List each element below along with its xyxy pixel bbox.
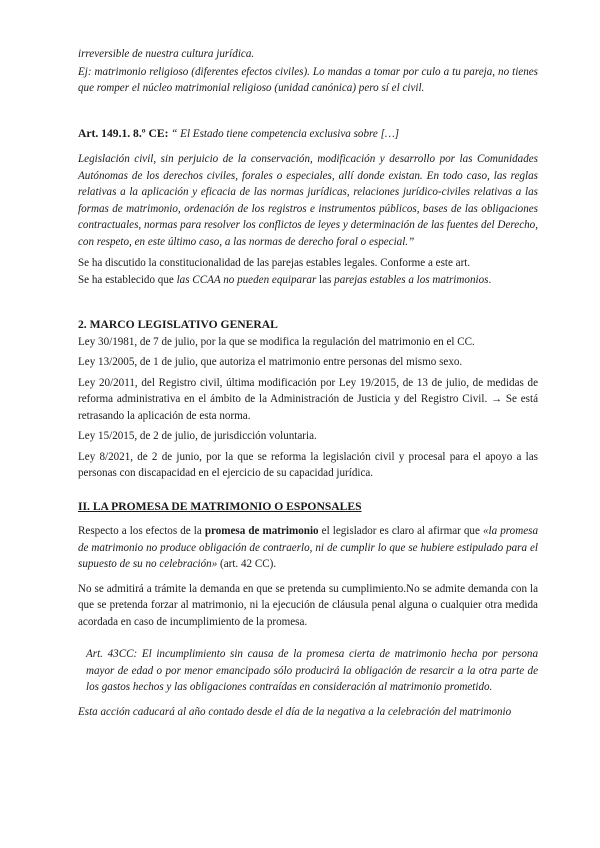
art149-label: Art. 149.1. 8.º CE: (78, 126, 169, 140)
note2-part-a: Se ha establecido que (78, 273, 177, 286)
note2-part-e: . (488, 273, 492, 286)
marco-heading: 2. MARCO LEGISLATIVO GENERAL (78, 318, 278, 331)
promesa-paragraph-2: No se admitirá a trámite la demanda en que se pretenda su cumplimiento.No se admite demanda con la que se pretenda forzar al matrimonio, ni la ejecución de cláusula penal alguna o cualquier otra medida acordada en caso de incumplimiento de la promesa. (78, 582, 538, 628)
caducidad-paragraph: Esta acción caducará al año contado desde el día de la negativa a la celebración del matrimonio (78, 705, 512, 718)
p1-part-e: (art. 42 CC). (217, 558, 277, 570)
p1-part-d: «la promesa de matrimonio no produce obligación de contraerlo, ni de cumplir lo que se hubiere estipulado para el supuesto de su no celebración» (78, 525, 539, 570)
note2-part-b: las CCAA no pueden equiparar (176, 273, 317, 286)
art149-quote: Legislación civil, sin perjuicio de la conservación, modificación y desarrollo por las Comunidades Autónomas de los derechos civiles, forales o especiales, allí donde existan. En todo caso, las reglas relativas a la aplicación y eficacia de las normas jurídicas, relaciones jurídico-civiles relativas a las formas de matrimonio, ordenación de los registros e instrumentos públicos, bases de las obligaciones contractuales, normas para resolver los conflictos de leyes y determinación de las fuentes del Derecho, con respeto, en este último caso, a las normas de derecho foral o especial.” (78, 153, 538, 248)
law-item: Ley 30/1981, de 7 de julio, por la que se modifica la regulación del matrimonio en el CC. (78, 335, 475, 348)
intro-example: Ej: matrimonio religioso (diferentes efectos civiles). Lo mandas a tomar por culo a tu pareja, no tienes que romper el núcleo matrimonial religioso (unidad canónica) pero sí el civil. (78, 65, 538, 94)
art149-note-1: Se ha discutido la constitucionalidad de las parejas estables legales. Conforme a este art. (78, 257, 471, 269)
promesa-heading: II. LA PROMESA DE MATRIMONIO O ESPONSALES (78, 499, 362, 513)
p1-part-a: Respecto a los efectos de la (78, 525, 205, 537)
law-item: Ley 8/2021, de 2 de junio, por la que se reforma la legislación civil y procesal para el apoyo a las personas con discapacidad en el ejercicio de su capacidad jurídica. (78, 450, 538, 479)
note2-part-c: las (316, 273, 335, 286)
intro-line: irreversible de nuestra cultura jurídica. (78, 48, 255, 60)
art149-heading (78, 126, 538, 143)
law-item: Ley 20/2011, del Registro civil, última modificación por Ley 19/2015, de 13 de julio, de medidas de reforma administrativa en el ámbito de la Administración de Justicia y del Registro Civil. → Se está retrasando la aplicación de esta norma. (78, 376, 538, 422)
p1-part-b: promesa de matrimonio (204, 525, 319, 537)
law-item: Ley 13/2005, de 1 de julio, que autoriza el matrimonio entre personas del mismo sexo. (78, 356, 463, 368)
document-page (78, 46, 538, 720)
law-item: Ley 15/2015, de 2 de julio, de jurisdicción voluntaria. (78, 430, 317, 442)
art43-quote: Art. 43CC: El incumplimiento sin causa de la promesa cierta de matrimonio hecha por persona mayor de edad o por menor emancipado sólo producirá la obligación de resarcir a la otra parte de los gastos hechos y las obligaciones contraídas en consideración al matrimonio prometido. (86, 648, 538, 693)
art149-note-2 (78, 272, 538, 289)
art149-lead: “ El Estado tiene competencia exclusiva sobre […] (168, 127, 400, 140)
promesa-paragraph-1 (78, 523, 538, 573)
p1-part-c: el legislador es claro al afirmar que (318, 525, 483, 537)
note2-part-d: parejas estables a los matrimonios (334, 273, 489, 286)
